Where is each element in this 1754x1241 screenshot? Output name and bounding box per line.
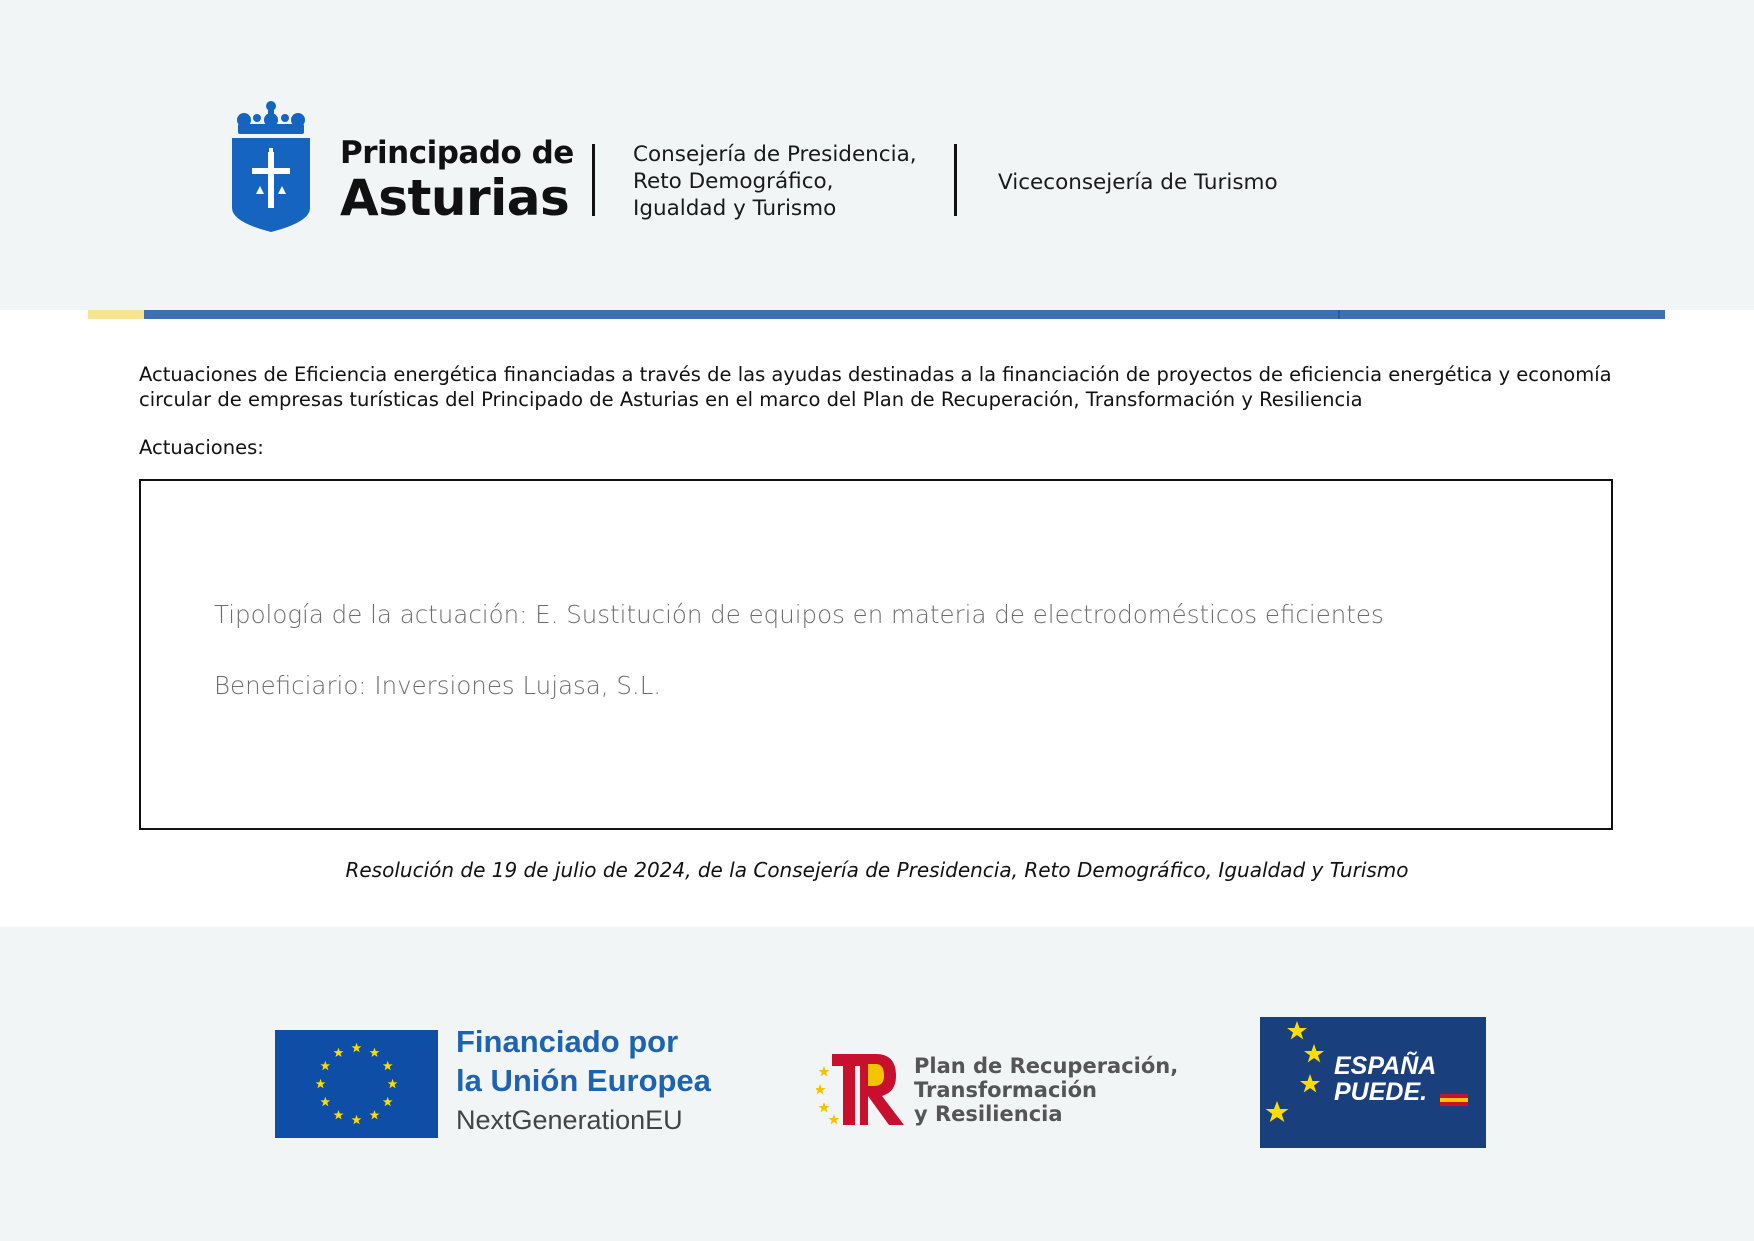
eu-line-3: NextGenerationEU bbox=[456, 1105, 683, 1135]
viceconsejeria-name: Viceconsejería de Turismo bbox=[998, 170, 1278, 195]
eu-flag-icon bbox=[275, 1030, 438, 1138]
consejeria-line: Consejería de Presidencia, bbox=[633, 142, 917, 167]
espana-text bbox=[1334, 1053, 1436, 1105]
prtr-text bbox=[914, 1054, 1178, 1126]
consejeria-line: Igualdad y Turismo bbox=[633, 196, 837, 221]
brand-line-2: Asturias bbox=[340, 169, 570, 227]
stripe-yellow-segment bbox=[88, 310, 144, 319]
prtr-logo-icon bbox=[816, 1052, 906, 1127]
asturias-shield-icon bbox=[232, 98, 310, 232]
prtr-line: Plan de Recuperación, bbox=[914, 1054, 1179, 1078]
prtr-line: y Resiliencia bbox=[914, 1102, 1063, 1126]
brand-line-1: Principado de bbox=[340, 135, 574, 171]
consejeria-name bbox=[633, 141, 933, 222]
resolucion-caption: Resolución de 19 de julio de 2024, de la Consejería de Presidencia, Reto Demográfico, Igualdad y Turismo bbox=[345, 858, 1409, 882]
header-divider bbox=[954, 144, 957, 216]
eu-line-2: la Unión Europea bbox=[456, 1063, 711, 1098]
asturias-brand bbox=[340, 136, 574, 226]
tipologia-text: Tipología de la actuación: E. Sustitución de equipos en materia de electrodomésticos eficientes bbox=[214, 600, 1384, 629]
espana-line-2: PUEDE. bbox=[1334, 1078, 1428, 1106]
prtr-line: Transformación bbox=[914, 1078, 1097, 1102]
intro-paragraph: Actuaciones de Eficiencia energética financiadas a través de las ayudas destinadas a la financiación de proyectos de eficiencia energética y economía circular de empresas turísticas del Principado de Asturias en el marco del Plan de Recuperación, Transformación y Resiliencia bbox=[139, 363, 1612, 411]
eu-funding-text bbox=[456, 1022, 711, 1140]
espana-puede-logo bbox=[1260, 1017, 1486, 1148]
header-divider bbox=[592, 144, 595, 216]
eu-line-1: Financiado por bbox=[456, 1024, 679, 1059]
header-stripe bbox=[88, 310, 1665, 319]
actuaciones-label: Actuaciones: bbox=[139, 436, 264, 459]
consejeria-line: Reto Demográfico, bbox=[633, 169, 834, 194]
beneficiario-text: Beneficiario: Inversiones Lujasa, S.L. bbox=[214, 671, 662, 700]
espana-line-1: ESPAÑA bbox=[1334, 1052, 1437, 1080]
actuaciones-box bbox=[139, 479, 1613, 830]
stripe-marker bbox=[1338, 310, 1340, 319]
